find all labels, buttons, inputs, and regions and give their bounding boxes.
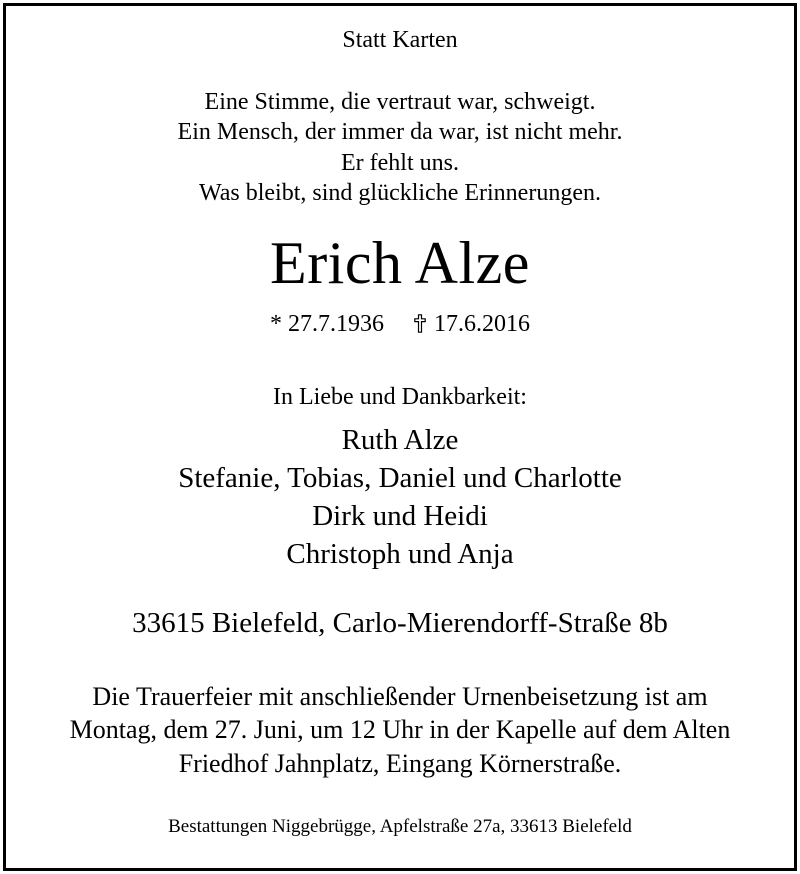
birth-date: * 27.7.1936	[270, 311, 384, 337]
verse-line-3: Er fehlt uns.	[341, 150, 459, 176]
verse-line-4: Was bleibt, sind glückliche Erinnerungen.	[199, 180, 601, 206]
deceased-name: Erich Alze	[270, 230, 530, 296]
funeral-home-footer: Bestattungen Niggebrügge, Apfelstraße 27a, 33613 Bielefeld	[168, 816, 632, 837]
verse-line-1: Eine Stimme, die vertraut war, schweigt.	[204, 89, 596, 115]
death-date: 17.6.2016	[434, 311, 530, 337]
mourner-line-3: Dirk und Heidi	[312, 500, 488, 532]
mourners-intro: In Liebe und Dankbarkeit:	[273, 384, 527, 410]
service-line-3: Friedhof Jahnplatz, Eingang Körnerstraße.	[178, 749, 622, 778]
verse-line-2: Ein Mensch, der immer da war, ist nicht mehr.	[177, 119, 623, 145]
family-address: 33615 Bielefeld, Carlo-Mierendorff-Straße 8b	[132, 607, 668, 639]
service-line-1: Die Trauerfeier mit anschließender Urnenbeisetzung ist am	[92, 682, 708, 711]
mourner-line-1: Ruth Alze	[341, 424, 459, 456]
mourner-line-4: Christoph und Anja	[286, 538, 514, 570]
service-line-2: Montag, dem 27. Juni, um 12 Uhr in der Kapelle auf dem Alten	[69, 715, 731, 744]
latin-cross-icon	[414, 314, 426, 333]
mourner-line-2: Stefanie, Tobias, Daniel und Charlotte	[178, 462, 622, 494]
notice-header: Statt Karten	[342, 27, 458, 53]
life-dates	[0, 312, 800, 336]
